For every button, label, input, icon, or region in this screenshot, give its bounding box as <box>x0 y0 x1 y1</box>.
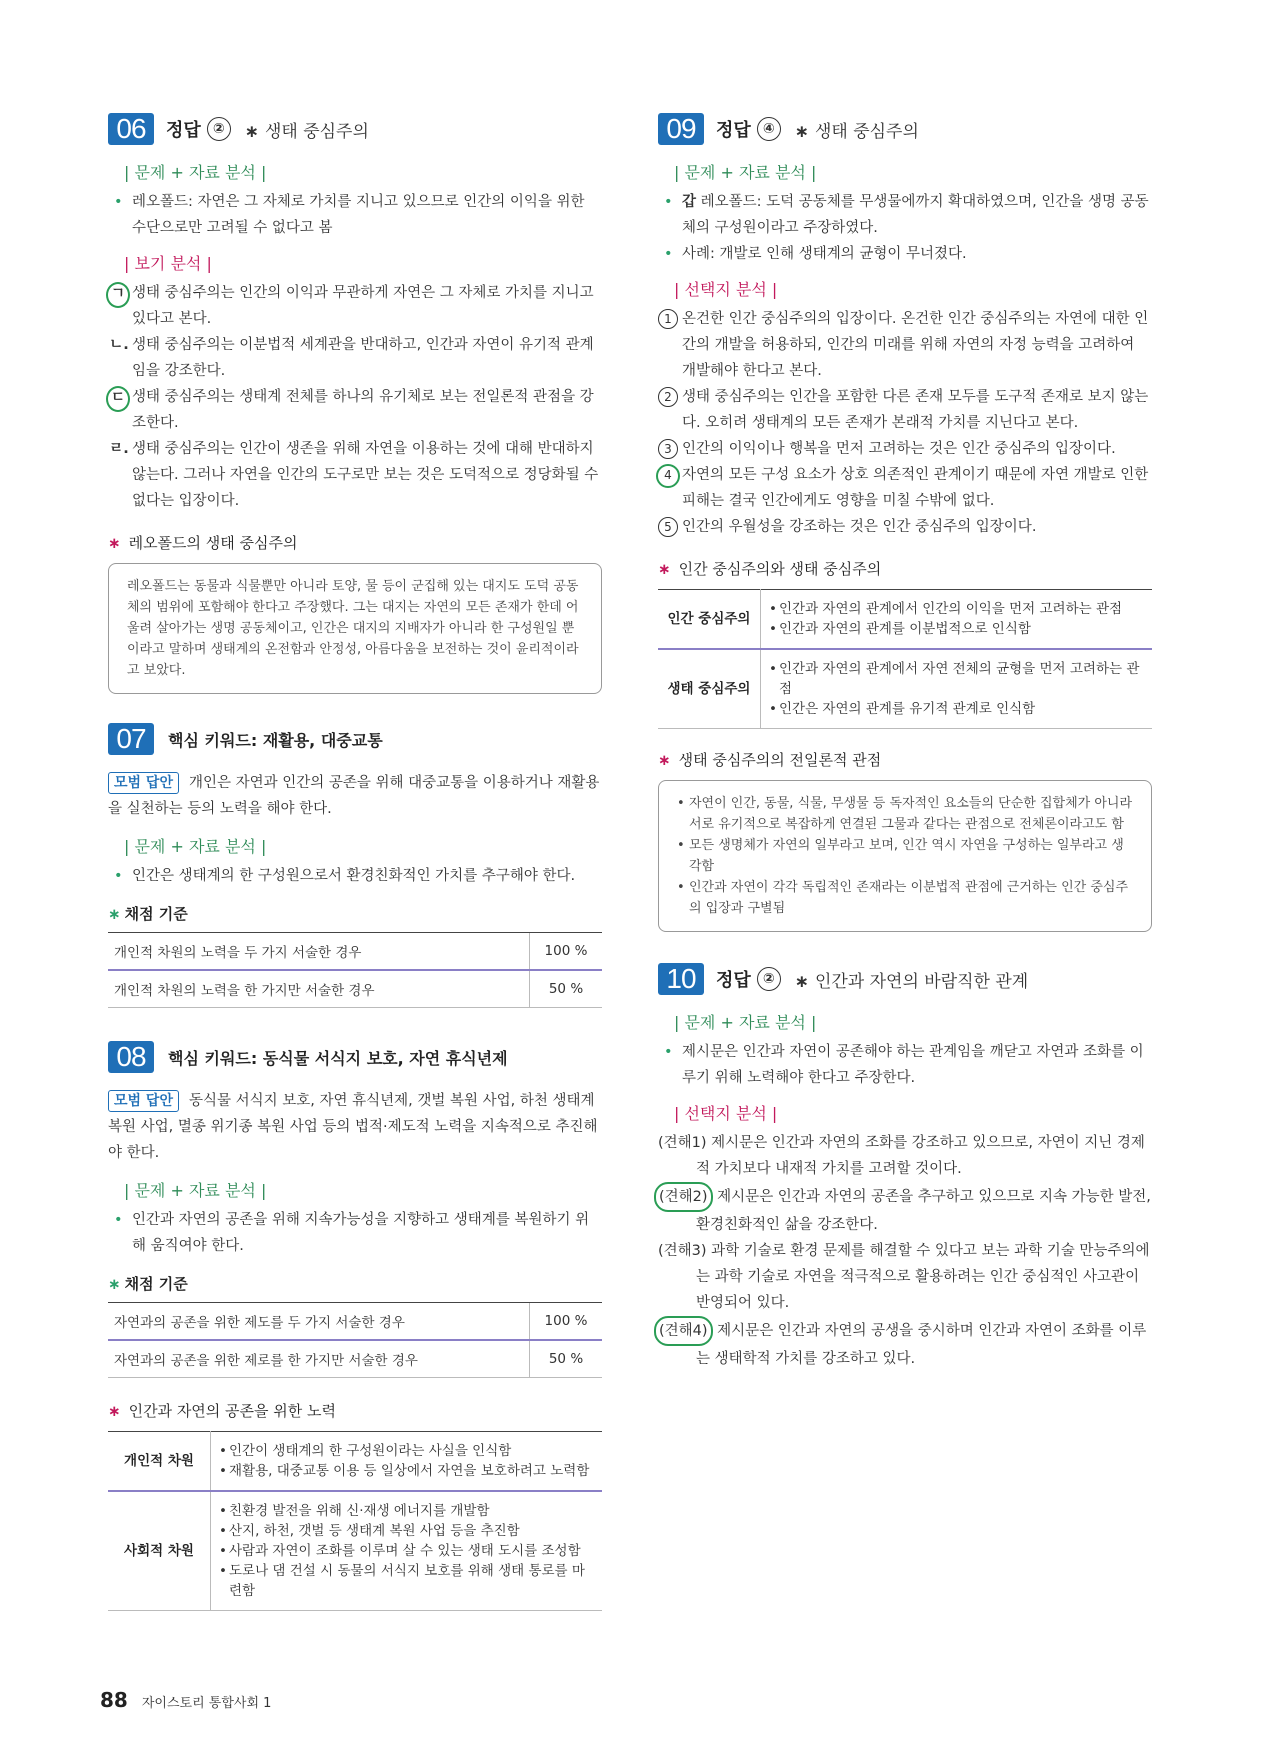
q07-row1-percent: 100 % <box>530 933 603 971</box>
q09-section-options: | 선택지 분석 | <box>674 280 778 299</box>
q09-star-title-2: ∗ 생태 중심주의의 전일론적 관점 <box>658 751 882 769</box>
q08-row1-percent: 100 % <box>530 1303 603 1341</box>
q07-score-table <box>108 932 602 1008</box>
q06-info-text: 레오폴드는 동물과 식물뿐만 아니라 토양, 물 등이 군집해 있는 대지도 도덕 공동체의 범위에 포함해야 한다고 주장했다. 그는 대지는 자연의 모든 존재가 한데 어울려 살아가는 생명 공동체이고, 인간은 대지의 지배자가 아니라 한 구성원일 뿐이라고 말하며 생태계의 온전함과 안정성, 아름다움을 보전하는 것이 윤리적이라고 보았다. <box>127 579 579 678</box>
q08-model-badge: 모범 답안 <box>108 1090 179 1112</box>
q08-row1-criteria: 자연과의 공존을 위한 제도를 두 가지 서술한 경우 <box>108 1303 530 1341</box>
q06-header <box>108 112 602 146</box>
q09-bullet-1 <box>658 189 1152 241</box>
q09-option-5-num: 5 <box>658 517 678 537</box>
q10-section-analysis: | 문제 + 자료 분석 | <box>674 1013 817 1032</box>
list-item: • 사람과 자연이 조화를 이루며 살 수 있는 생태 도시를 조성함 <box>219 1541 594 1561</box>
q06-section-analysis: | 문제 + 자료 분석 | <box>124 163 267 182</box>
q09-option-4-num: 4 <box>656 464 680 488</box>
q08-bullet: • 인간과 자연의 공존을 위해 지속가능성을 지향하고 생태계를 복원하기 위해 움직여야 한다. <box>108 1207 602 1259</box>
q09-title: 정답 <box>716 120 751 141</box>
q09-bullet-1-label: 갑 <box>682 194 697 210</box>
q10-title: 정답 <box>716 970 751 991</box>
q06-item-4 <box>108 436 602 514</box>
q09-compare-human-cell <box>761 590 1153 650</box>
q06-item-1-text: 생태 중심주의는 인간의 이익과 무관하게 자연은 그 자체로 가치를 지니고 있다고 본다. <box>132 285 594 327</box>
q07-section-analysis: | 문제 + 자료 분석 | <box>124 837 267 856</box>
q07-row2-percent: 50 % <box>530 970 603 1008</box>
q09-option-2-num: 2 <box>658 387 678 407</box>
q08-effort-social-header: 사회적 차원 <box>108 1491 211 1611</box>
q10-view-2-label: (견해2) <box>654 1182 713 1212</box>
q09-option-2-text: 생태 중심주의는 인간을 포함한 다른 존재 모두를 도구적 존재로 보지 않는다. 오히려 생태계의 모든 존재가 본래적 가치를 지닌다고 본다. <box>682 389 1149 431</box>
q06-title: 정답 <box>166 120 201 141</box>
q10-header <box>658 962 1152 996</box>
q10-view-3-text: 과학 기술로 환경 문제를 해결할 수 있다고 보는 과학 기술 만능주의에는 과학 기술로 자연을 적극적으로 활용하려는 인간 중심적인 사고관이 반영되어 있다. <box>696 1243 1150 1311</box>
q09-option-3-text: 인간의 이익이나 행복을 먼저 고려하는 것은 인간 중심주의 입장이다. <box>682 441 1116 457</box>
q09-compare-human-header: 인간 중심주의 <box>658 590 761 650</box>
q06-item-2-text: 생태 중심주의는 이분법적 세계관을 반대하고, 인간과 자연이 유기적 관계임을 강조한다. <box>132 337 594 379</box>
table-row <box>108 1432 602 1492</box>
q08-number: 08 <box>108 1041 154 1073</box>
list-item: • 인간과 자연의 관계에서 인간의 이익을 먼저 고려하는 관점 <box>769 599 1144 619</box>
right-column <box>658 112 1152 1372</box>
q08-row2-percent: 50 % <box>530 1340 603 1378</box>
q07-row1-criteria: 개인적 차원의 노력을 두 가지 서술한 경우 <box>108 933 530 971</box>
q09-option-1-num: 1 <box>658 309 678 329</box>
q08-model-answer <box>108 1088 602 1166</box>
q10-view-1 <box>658 1130 1152 1182</box>
list-item: • 도로나 댐 건설 시 동물의 서식지 보호를 위해 생태 통로를 마련함 <box>219 1561 594 1601</box>
q06-section-options: | 보기 분석 | <box>124 254 212 273</box>
q08-effort-personal-header: 개인적 차원 <box>108 1432 211 1492</box>
q06-number: 06 <box>108 113 154 145</box>
q09-compare-eco-cell <box>761 649 1153 729</box>
table-row <box>108 1303 602 1341</box>
q10-bullet: • 제시문은 인간과 자연이 공존해야 하는 관계임을 깨닫고 자연과 조화를 이루기 위해 노력해야 한다고 주장한다. <box>658 1039 1152 1091</box>
q08-effort-personal-cell <box>211 1432 603 1492</box>
page-footer <box>100 1688 271 1712</box>
q06-subject: ∗ 생태 중심주의 <box>245 117 369 142</box>
q10-number: 10 <box>658 963 704 995</box>
q09-bullet-2: • 사례: 개발로 인해 생태계의 균형이 무너졌다. <box>658 241 1152 267</box>
list-item: • 모든 생명체가 자연의 일부라고 보며, 인간 역시 자연을 구성하는 일부라고 생각함 <box>677 835 1133 877</box>
page-number: 88 <box>100 1688 128 1712</box>
list-item: • 재활용, 대중교통 이용 등 일상에서 자연을 보호하려고 노력함 <box>219 1461 594 1481</box>
q06-item-2 <box>108 332 602 384</box>
q10-view-1-label: (견해1) <box>658 1135 707 1151</box>
q06-star-text: 레오폴드의 생태 중심주의 <box>128 534 298 552</box>
q06-bullet: • 레오폴드: 자연은 그 자체로 가치를 지니고 있으므로 인간의 이익을 위한 수단으로만 고려될 수 없다고 봄 <box>108 189 602 241</box>
q08-header <box>108 1040 602 1074</box>
q09-bullet-1-text: 레오폴드: 도덕 공동체를 무생물에까지 확대하였으며, 인간을 생명 공동체의 구성원이라고 주장하였다. <box>682 194 1149 236</box>
q10-view-4-label: (견해4) <box>654 1316 713 1346</box>
q09-option-1 <box>658 306 1152 384</box>
list-item: • 인간과 자연의 관계를 이분법적으로 인식함 <box>769 619 1144 639</box>
q08-effort-table <box>108 1431 602 1611</box>
q09-star-text-1: 인간 중심주의와 생태 중심주의 <box>678 560 882 578</box>
q06-info-box <box>108 563 602 694</box>
q06-item-3-mark: ㄷ <box>106 386 130 412</box>
q10-section-options: | 선택지 분석 | <box>674 1104 778 1123</box>
q08-star-text: 인간과 자연의 공존을 위한 노력 <box>128 1402 337 1420</box>
q07-keyword: 핵심 키워드: 재활용, 대중교통 <box>168 730 383 750</box>
q07-row2-criteria: 개인적 차원의 노력을 한 가지만 서술한 경우 <box>108 970 530 1008</box>
list-item: • 친환경 발전을 위해 신·재생 에너지를 개발함 <box>219 1501 594 1521</box>
q09-option-1-text: 온건한 인간 중심주의의 입장이다. 온건한 인간 중심주의는 자연에 대한 인간의 개발을 허용하되, 인간의 미래를 위해 자연의 자정 능력을 고려하여 개발해야 한다고 본다. <box>682 311 1149 379</box>
q06-answer: ② <box>207 117 231 141</box>
q09-compare-eco-header: 생태 중심주의 <box>658 649 761 729</box>
q07-number: 07 <box>108 723 154 755</box>
left-column <box>108 112 602 1611</box>
table-row <box>108 933 602 971</box>
q07-answer-text: 개인은 자연과 인간의 공존을 위해 대중교통을 이용하거나 재활용을 실천하는 등의 노력을 해야 한다. <box>108 775 600 817</box>
q08-keyword: 핵심 키워드: 동식물 서식지 보호, 자연 휴식년제 <box>168 1048 508 1068</box>
q08-score-table <box>108 1302 602 1378</box>
q07-model-badge: 모범 답안 <box>108 772 179 794</box>
table-row <box>108 1491 602 1611</box>
q09-subject: ∗ 생태 중심주의 <box>795 117 919 142</box>
q06-item-2-mark: ㄴ. <box>109 337 129 353</box>
q10-view-2-text: 제시문은 인간과 자연의 공존을 추구하고 있으므로 지속 가능한 발전, 환경친화적인 삶을 강조한다. <box>696 1189 1151 1233</box>
q07-bullet: • 인간은 생태계의 한 구성원으로서 환경친화적인 가치를 추구해야 한다. <box>108 863 602 889</box>
q09-answer: ④ <box>757 117 781 141</box>
q08-star-title: ∗ 인간과 자연의 공존을 위한 노력 <box>108 1402 337 1420</box>
q07-criteria-text: 채점 기준 <box>124 905 188 923</box>
q06-item-1 <box>108 280 602 332</box>
q10-subject: ∗ 인간과 자연의 바람직한 관계 <box>795 967 1028 992</box>
q06-item-3 <box>108 384 602 436</box>
q09-compare-table <box>658 589 1152 729</box>
q09-option-3 <box>658 436 1152 462</box>
list-item: • 인간은 자연의 관계를 유기적 관계로 인식함 <box>769 699 1144 719</box>
q06-item-1-mark: ㄱ <box>106 282 130 308</box>
q10-view-4 <box>658 1316 1152 1372</box>
book-title: 자이스토리 통합사회 1 <box>141 1696 272 1711</box>
q10-view-3 <box>658 1238 1152 1316</box>
q09-section-analysis: | 문제 + 자료 분석 | <box>674 163 817 182</box>
q09-option-3-num: 3 <box>658 439 678 459</box>
q07-header <box>108 722 602 756</box>
q07-model-answer <box>108 770 602 822</box>
q08-answer-text: 동식물 서식지 보호, 자연 휴식년제, 갯벌 복원 사업, 하천 생태계 복원 사업, 멸종 위기종 복원 사업 등의 법적·제도적 노력을 지속적으로 추진해야 한다. <box>108 1093 598 1161</box>
table-row <box>108 970 602 1008</box>
q08-criteria-text: 채점 기준 <box>124 1275 188 1293</box>
list-item: • 자연이 인간, 동물, 식물, 무생물 등 독자적인 요소들의 단순한 집합체가 아니라 서로 유기적으로 복잡하게 연결된 그물과 같다는 관점으로 전체론이라고도 함 <box>677 793 1133 835</box>
q10-view-4-text: 제시문은 인간과 자연의 공생을 중시하며 인간과 자연이 조화를 이루는 생태학적 가치를 강조하고 있다. <box>696 1323 1147 1367</box>
q09-header <box>658 112 1152 146</box>
q08-row2-criteria: 자연과의 공존을 위한 제로를 한 가지만 서술한 경우 <box>108 1340 530 1378</box>
q09-option-4-text: 자연의 모든 구성 요소가 상호 의존적인 관계이기 때문에 자연 개발로 인한 피해는 결국 인간에게도 영향을 미칠 수밖에 없다. <box>682 467 1149 509</box>
q09-star-text-2: 생태 중심주의의 전일론적 관점 <box>678 751 882 769</box>
q06-item-3-text: 생태 중심주의는 생태계 전체를 하나의 유기체로 보는 전일론적 관점을 강조한다. <box>132 389 594 431</box>
q09-info-box <box>658 780 1152 932</box>
q06-star-title: ∗ 레오폴드의 생태 중심주의 <box>108 534 298 552</box>
table-row <box>658 590 1152 650</box>
q10-view-2 <box>658 1182 1152 1238</box>
q09-option-5-text: 인간의 우월성을 강조하는 것은 인간 중심주의 입장이다. <box>682 519 1037 535</box>
q06-item-4-text: 생태 중심주의는 인간이 생존을 위해 자연을 이용하는 것에 대해 반대하지 않는다. 그러나 자연을 인간의 도구로만 보는 것은 도덕적으로 정당화될 수 없다는 입장이다. <box>132 441 599 509</box>
table-row <box>658 649 1152 729</box>
q09-number: 09 <box>658 113 704 145</box>
q09-option-2 <box>658 384 1152 436</box>
q10-answer: ② <box>757 967 781 991</box>
q09-star-title-1: ∗ 인간 중심주의와 생태 중심주의 <box>658 560 882 578</box>
q07-criteria-title: ∗ 채점 기준 <box>108 905 188 923</box>
q08-section-analysis: | 문제 + 자료 분석 | <box>124 1181 267 1200</box>
table-row <box>108 1340 602 1378</box>
list-item: • 인간과 자연의 관계에서 자연 전체의 균형을 먼저 고려하는 관점 <box>769 659 1144 699</box>
q09-option-5 <box>658 514 1152 540</box>
list-item: • 인간이 생태계의 한 구성원이라는 사실을 인식함 <box>219 1441 594 1461</box>
q08-criteria-title: ∗ 채점 기준 <box>108 1275 188 1293</box>
list-item: • 인간과 자연이 각각 독립적인 존재라는 이분법적 관점에 근거하는 인간 중심주의 입장과 구별됨 <box>677 877 1133 919</box>
list-item: • 산지, 하천, 갯벌 등 생태계 복원 사업 등을 추진함 <box>219 1521 594 1541</box>
q09-option-4 <box>658 462 1152 514</box>
q08-effort-social-cell <box>211 1491 603 1611</box>
q06-item-4-mark: ㄹ. <box>109 441 129 457</box>
q10-view-1-text: 제시문은 인간과 자연의 조화를 강조하고 있으므로, 자연이 지닌 경제적 가치보다 내재적 가치를 고려할 것이다. <box>696 1135 1145 1177</box>
q10-view-3-label: (견해3) <box>658 1243 707 1259</box>
